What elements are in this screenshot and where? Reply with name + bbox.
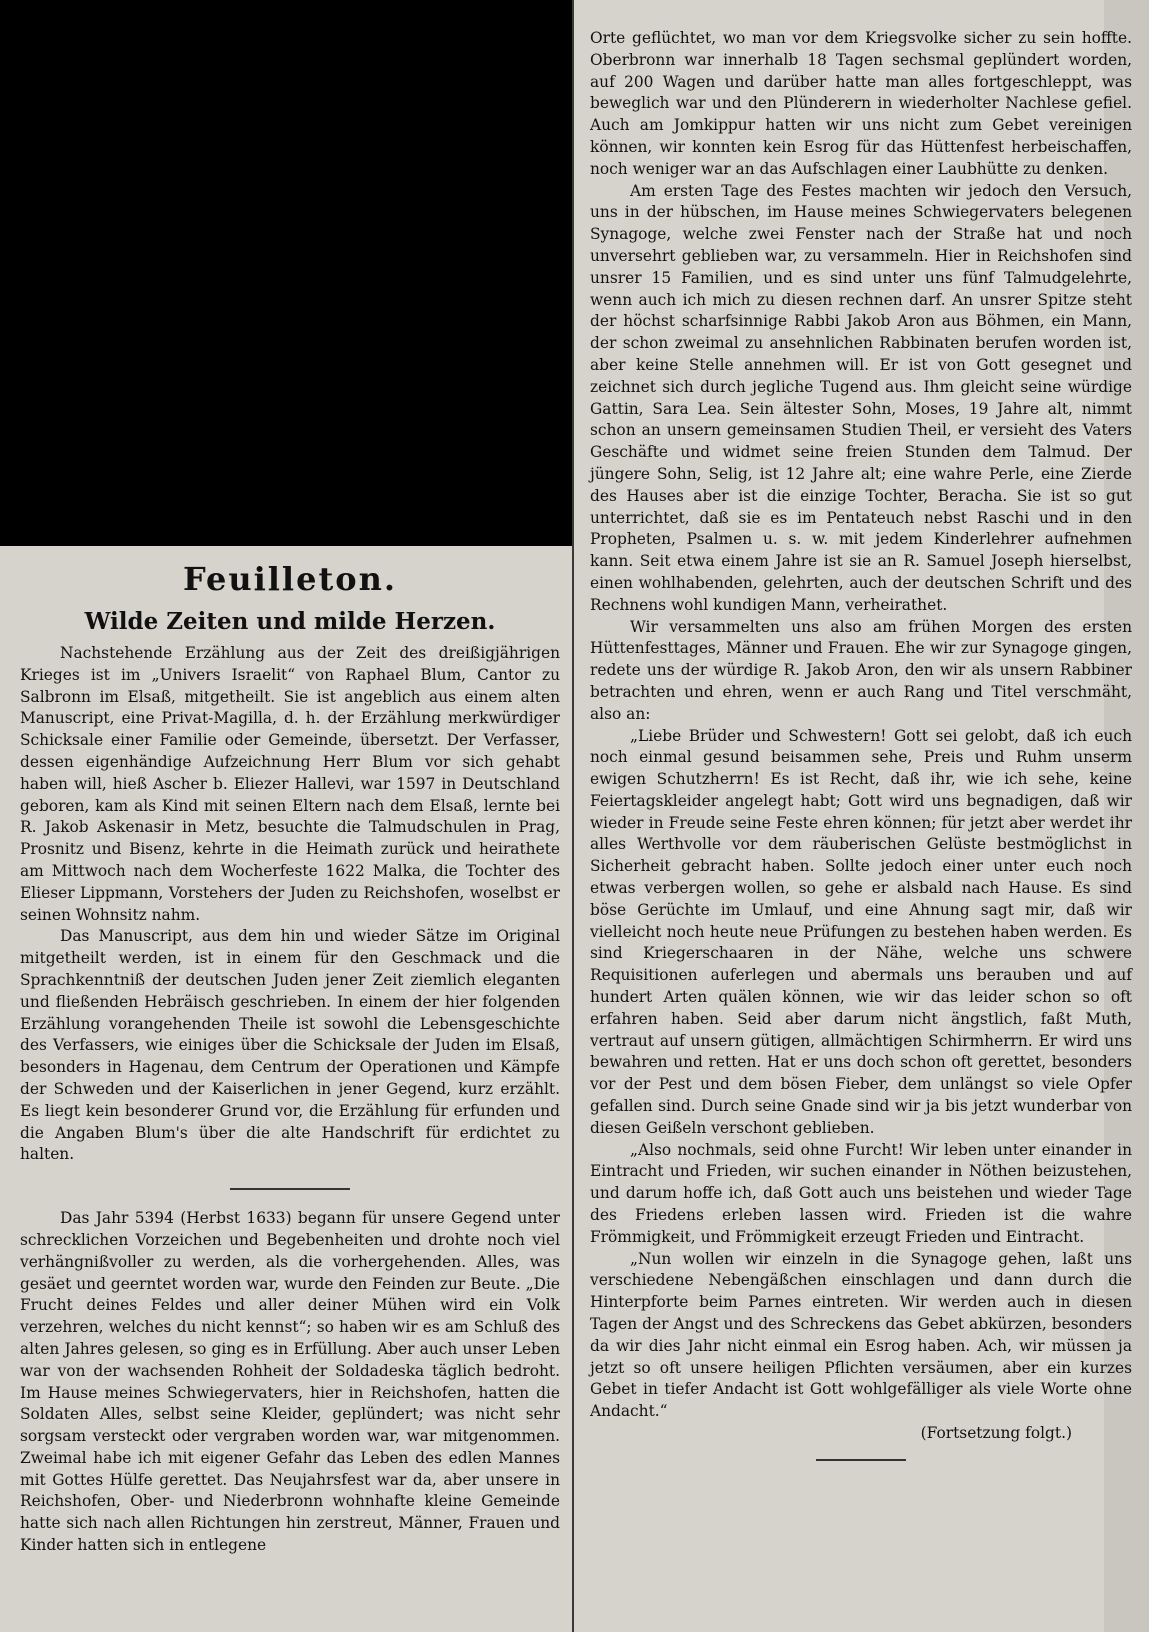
story-paragraph: „Nun wollen wir einzeln in die Synagoge gehen, laßt uns verschiedene Nebengäßchen einschlagen und dann durch die Hinterpforte beim Parnes eintreten. Wir werden auch in diesen Tagen der Angst und des Schreckens das Gebet abkürzen, besonders da wir dies Jahr nicht einmal ein Esrog haben. Ach, wir müssen ja jetzt so oft unsere heiligen Pflichten versäumen, aber ein kurzes Gebet in tiefer Andacht ist Gott wohlgefälliger als viele Worte ohne Andacht.“ [590, 1249, 1132, 1421]
left-column [20, 560, 560, 1557]
story-paragraph: Orte geflüchtet, wo man vor dem Kriegsvolke sicher zu sein hoffte. Oberbronn war innerhalb 18 Tagen sechsmal geplündert worden, auf 200 Wagen und darüber hatte man alles fortgeschleppt, was beweglich war und den Plünderern in wiederholter Nachlese gefiel. Auch am Jomkippur hatten wir uns nicht zum Gebet vereinigen können, wir konnten kein Esrog für das Hüttenfest herbeischaffen, noch weniger war an das Aufschlagen einer Laubhütte zu denken. [590, 29, 1132, 178]
right-column [590, 28, 1132, 1461]
article-title: Wilde Zeiten und milde Herzen. [84, 608, 496, 635]
continued-note: (Fortsetzung folgt.) [920, 1424, 1072, 1442]
section-title: Feuilleton. [183, 560, 397, 598]
end-rule [816, 1459, 906, 1461]
story-paragraph: Am ersten Tage des Festes machten wir jedoch den Versuch, uns in der hübschen, im Hause meines Schwiegervaters belegenen Synagoge, welche zwei Fenster nach der Straße hat und noch unversehrt geblieben war, zu versammeln. Hier in Reichshofen sind unsrer 15 Familien, und es sind unter uns fünf Talmudgelehrte, wenn auch ich mich zu diesen rechnen darf. An unsrer Spitze steht der höchst scharfsinnige Rabbi Jakob Aron aus Böhmen, ein Mann, der schon zweimal zu ansehnlichen Rabbinaten berufen worden ist, aber keine Stelle annehmen will. Er ist von Gott gesegnet und zeichnet sich durch jegliche Tugend aus. Ihm gleicht seine würdige Gattin, Sara Lea. Sein ältester Sohn, Moses, 19 Jahre alt, nimmt schon an unsern gemeinsamen Studien Theil, er versieht des Vaters Geschäfte und widmet seine freien Stunden dem Talmud. Der jüngere Sohn, Selig, ist 12 Jahre alt; eine wahre Perle, eine Zierde des Hauses aber ist die einzige Tochter, Beracha. Sie ist so gut unterrichtet, daß sie es im Pentateuch nebst Raschi und in den Propheten, Psalmen u. s. w. mit jedem Kinderlehrer aufnehmen kann. Seit etwa einem Jahre ist sie an R. Samuel Joseph hierselbst, einen wohlhabenden, gelehrten, auch der deutschen Schrift und des Rechnens wohl kundigen Mann, verheirathet. [590, 181, 1132, 614]
separator-rule [230, 1188, 350, 1190]
intro-paragraph: Nachstehende Erzählung aus der Zeit des dreißigjährigen Krieges ist im „Univers Israelit“ von Raphael Blum, Cantor zu Salbronn im Elsaß, mitgetheilt. Sie ist angeblich aus einem alten Manuscript, eine Privat-Magilla, d. h. der Erzählung merkwürdiger Schicksale einer Familie oder Gemeinde, übersetzt. Der Verfasser, dessen eigenhändige Aufzeichnung Herr Blum vor sich gehabt haben will, hieß Ascher b. Eliezer Hallevi, war 1597 in Deutschland geboren, kam als Kind mit seinen Eltern nach dem Elsaß, lernte bei R. Jakob Askenasir in Metz, besuchte die Talmudschulen in Prag, Prosnitz und Bisenz, kehrte in die Heimath zurück und heirathete am Mittwoch nach dem Wocherfeste 1622 Malka, die Tochter des Elieser Lippmann, Vorstehers der Juden zu Reichshofen, woselbst er seinen Wohnsitz nahm. [20, 644, 560, 924]
story-paragraph: Das Jahr 5394 (Herbst 1633) begann für unsere Gegend unter schrecklichen Vorzeichen und Begebenheiten und drohte noch viel verhängnißvoller zu werden, als die vorhergehenden. Alles, was gesäet und geerntet worden war, wurde den Feinden zur Beute. „Die Frucht deines Feldes und aller deiner Mühen wird ein Volk verzehren, welches du nicht kennst“; so haben wir es am Schluß des alten Jahres gelesen, so ging es in Erfüllung. Aber auch unser Leben war von der wachsenden Rohheit der Soldadeska täglich bedroht. Im Hause meines Schwiegervaters, hier in Reichshofen, hatten die Soldaten Alles, selbst seine Kleider, geplündert; was nicht sehr sorgsam versteckt oder vergraben worden war, war mitgenommen. Zweimal habe ich mit eigener Gefahr das Leben des edlen Mannes mit Gottes Hülfe gerettet. Das Neujahrsfest war da, aber unsere in Reichshofen, Ober- und Niederbronn wohnhafte kleine Gemeinde hatte sich nach allen Richtungen hin zerstreut, Männer, Frauen und Kinder hatten sich in entlegene [20, 1209, 560, 1555]
story-paragraph: „Also nochmals, seid ohne Furcht! Wir leben unter einander in Eintracht und Frieden, wir suchen einander in Nöthen beizustehen, und darum hoffe ich, daß Gott auch uns beistehen und wieder Tage des Friedens erleben lassen wird. Frieden ist die wahre Frömmigkeit, und Frömmigkeit erzeugt Frieden und Eintracht. [590, 1140, 1132, 1246]
story-paragraph: Wir versammelten uns also am frühen Morgen des ersten Hüttenfesttages, Männer und Frauen. Ehe wir zur Synagoge gingen, redete uns der würdige R. Jakob Aron, den wir als unsern Rabbiner betrachten und ehren, wenn er auch Rang und Titel verschmäht, also an: [590, 617, 1132, 723]
story-paragraph: „Liebe Brüder und Schwestern! Gott sei gelobt, daß ich euch noch einmal gesund beisammen sehe, Preis und Ruhm unserm ewigen Schutzherrn! Es ist Recht, daß ihr, wie ich sehe, keine Feiertagskleider angelegt habt; Gott wird uns begnadigen, daß wir wieder in Freude seine Feste ehren können; für jetzt aber werdet ihr alles Werthvolle vor dem räuberischen Gelüste bestmöglichst in Sicherheit gebracht haben. Sollte jedoch einer unter euch noch etwas verbergen wollen, so gehe er alsbald nach Hause. Es sind böse Gerüchte im Umlauf, und eine Ahnung sagt mir, daß wir vielleicht noch heute neue Prüfungen zu bestehen haben werden. Es sind Kriegerschaaren in der Nähe, welche uns schwere Requisitionen auferlegen und abermals uns berauben und auf hundert Arten quälen können, wie wir das leider schon so oft erfahren haben. Seid aber darum nicht ängstlich, faßt Muth, vertraut auf unsern gütigen, allmächtigen Schirmherrn. Er wird uns bewahren und retten. Hat er uns doch schon oft gerettet, besonders vor der Pest und dem bösen Fieber, dem unlängst so viele Opfer gefallen sind. Durch seine Gnade sind wir ja bis jetzt wunderbar von diesen Geißeln verschont geblieben. [590, 726, 1132, 1137]
column-divider [572, 0, 574, 1632]
intro-paragraph: Das Manuscript, aus dem hin und wieder Sätze im Original mitgetheilt werden, ist in einem für den Geschmack und die Sprachkenntniß der deutschen Juden jener Zeit ziemlich eleganten und fließenden Hebräisch geschrieben. In einem der hier folgenden Erzählung vorangehenden Theile ist sowohl die Lebensgeschichte des Verfassers, wie einiges über die Schicksale der Juden im Elsaß, besonders in Hagenau, dem Centrum der Operationen und Kämpfe der Schweden und der Kaiserlichen in jener Gegend, kurz erzählt. Es liegt kein besonderer Grund vor, die Erzählung für erfunden und die Angaben Blum's über die alte Handschrift für erdichtet zu halten. [20, 927, 560, 1164]
redacted-area [0, 0, 572, 546]
